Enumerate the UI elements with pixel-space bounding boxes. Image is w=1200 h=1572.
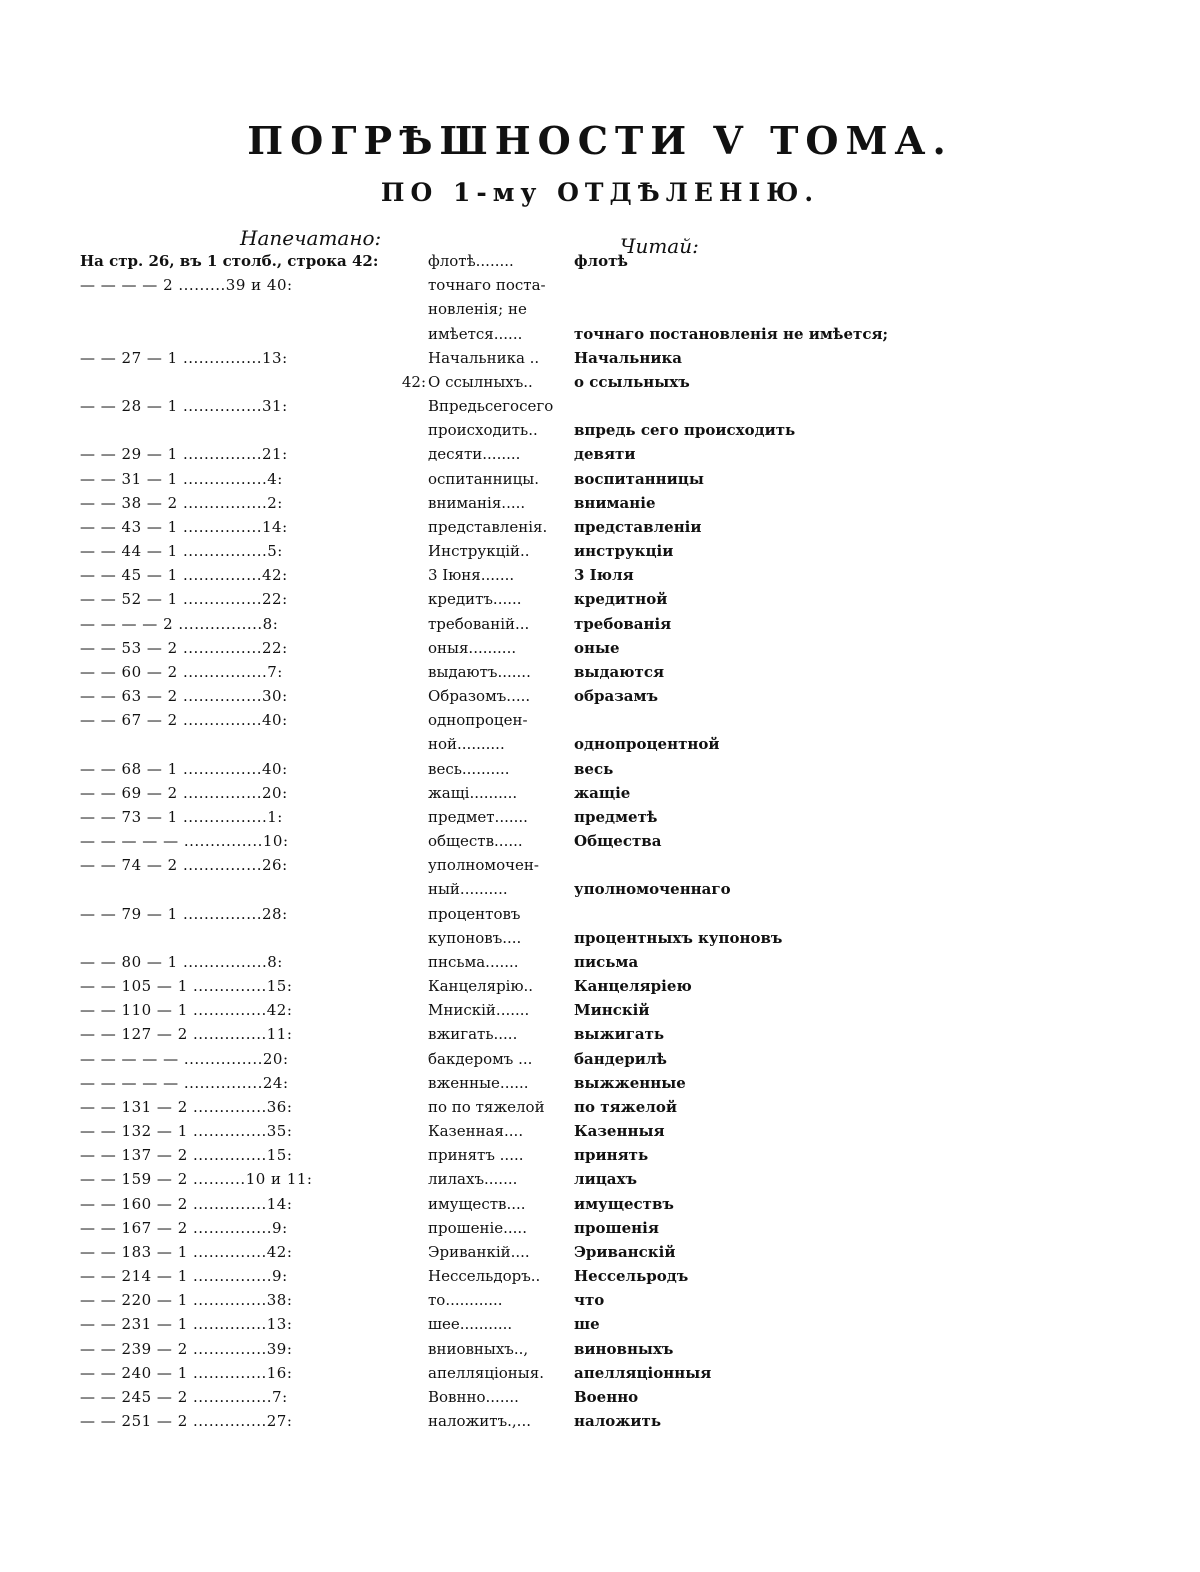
- corrected-text: имуществъ: [574, 1195, 674, 1213]
- errata-row: [0, 516, 1200, 538]
- page-reference: — — 68 — 1 ...............40:: [80, 760, 288, 778]
- printed-text: бакдеромъ ...: [428, 1050, 533, 1068]
- errata-row: [0, 806, 1200, 828]
- corrected-text: впредь сего происходить: [574, 421, 796, 439]
- printed-text: происходить..: [428, 421, 538, 439]
- printed-text: прошеніе.....: [428, 1219, 527, 1237]
- printed-text: 3 Іюня.......: [428, 566, 515, 584]
- errata-row: [0, 709, 1200, 731]
- errata-row: [0, 1168, 1200, 1190]
- printed-text: лилахъ.......: [428, 1170, 518, 1188]
- errata-row: [0, 1120, 1200, 1142]
- printed-text: Образомъ.....: [428, 687, 531, 705]
- corrected-text: наложить: [574, 1412, 662, 1430]
- corrected-text: Военно: [574, 1388, 639, 1406]
- errata-row: [0, 371, 1200, 393]
- printed-text: купоновъ....: [428, 929, 522, 947]
- page-reference: — — 28 — 1 ...............31:: [80, 397, 288, 415]
- printed-text: шее...........: [428, 1315, 513, 1333]
- errata-row: [0, 395, 1200, 417]
- printed-text: десяти........: [428, 445, 521, 463]
- corrected-text: оные: [574, 639, 620, 657]
- page-reference: — — 110 — 1 ..............42:: [80, 1001, 293, 1019]
- printed-text: Эриванкій....: [428, 1243, 530, 1261]
- corrected-text: Общества: [574, 832, 662, 850]
- printed-text: однопроцен-: [428, 711, 528, 729]
- printed-text: оспитанницы.: [428, 470, 540, 488]
- corrected-text: апелляціонныя: [574, 1364, 712, 1382]
- printed-text: жащі..........: [428, 784, 518, 802]
- page-reference: На стр. 26, въ 1 столб., строка 42:: [80, 252, 379, 270]
- corrected-text: Минскій: [574, 1001, 650, 1019]
- printed-text: Казенная....: [428, 1122, 524, 1140]
- corrected-text: бандерилѣ: [574, 1050, 667, 1068]
- printed-text: оныя..........: [428, 639, 517, 657]
- page-reference: — — 67 — 2 ...............40:: [80, 711, 288, 729]
- corrected-text: Эриванскій: [574, 1243, 676, 1261]
- page-reference: — — 105 — 1 ..............15:: [80, 977, 293, 995]
- errata-row: [0, 613, 1200, 635]
- errata-row: [0, 419, 1200, 441]
- printed-text: Мнискій.......: [428, 1001, 530, 1019]
- errata-row: [0, 323, 1200, 345]
- page-reference: — — 79 — 1 ...............28:: [80, 905, 288, 923]
- printed-text: Начальника ..: [428, 349, 540, 367]
- printed-text: весь..........: [428, 760, 510, 778]
- corrected-text: выжигать: [574, 1025, 665, 1043]
- errata-row: [0, 1096, 1200, 1118]
- page-reference: 42:: [401, 373, 426, 391]
- page-reference: — — — — 2 .........39 и 40:: [80, 276, 293, 294]
- errata-row: [0, 1265, 1200, 1287]
- errata-row: [0, 1144, 1200, 1166]
- corrected-text: Начальника: [574, 349, 683, 367]
- errata-row: [0, 927, 1200, 949]
- corrected-text: по тяжелой: [574, 1098, 677, 1116]
- page-reference: — — 31 — 1 ................4:: [80, 470, 283, 488]
- errata-row: [0, 975, 1200, 997]
- page-reference: — — 131 — 2 ..............36:: [80, 1098, 293, 1116]
- corrected-text: уполномоченнаго: [574, 880, 731, 898]
- corrected-text: выдаются: [574, 663, 665, 681]
- page-reference: — — 53 — 2 ...............22:: [80, 639, 288, 657]
- corrected-text: кредитной: [574, 590, 668, 608]
- errata-row: [0, 1289, 1200, 1311]
- corrected-text: принять: [574, 1146, 649, 1164]
- corrected-text: о ссыльныхъ: [574, 373, 690, 391]
- printed-text: обществ......: [428, 832, 523, 850]
- errata-row: [0, 878, 1200, 900]
- corrected-text: 3 Іюля: [574, 566, 634, 584]
- corrected-text: требованія: [574, 615, 672, 633]
- printed-text: флотѣ........: [428, 252, 514, 270]
- page-reference: — — 80 — 1 ................8:: [80, 953, 283, 971]
- corrected-text: лицахъ: [574, 1170, 637, 1188]
- errata-row: [0, 298, 1200, 320]
- corrected-text: выжженные: [574, 1074, 686, 1092]
- printed-text: пнсьма.......: [428, 953, 519, 971]
- printed-text: принятъ .....: [428, 1146, 524, 1164]
- printed-text: требованій...: [428, 615, 530, 633]
- printed-text: вженные......: [428, 1074, 529, 1092]
- printed-text: вниманія.....: [428, 494, 526, 512]
- page-reference: — — 38 — 2 ................2:: [80, 494, 283, 512]
- errata-row: [0, 903, 1200, 925]
- errata-row: [0, 685, 1200, 707]
- errata-row: [0, 588, 1200, 610]
- page-reference: — — 160 — 2 ..............14:: [80, 1195, 293, 1213]
- corrected-text: что: [574, 1291, 605, 1309]
- errata-row: [0, 1048, 1200, 1070]
- printed-text: точнаго поста-: [428, 276, 546, 294]
- printed-text: Канцелярію..: [428, 977, 534, 995]
- corrected-text: письма: [574, 953, 639, 971]
- printed-text: выдаютъ.......: [428, 663, 531, 681]
- page-reference: — — 183 — 1 ..............42:: [80, 1243, 293, 1261]
- errata-row: [0, 274, 1200, 296]
- errata-row: [0, 1072, 1200, 1094]
- errata-row: [0, 1313, 1200, 1335]
- page-reference: — — 127 — 2 ..............11:: [80, 1025, 293, 1043]
- corrected-text: прошенія: [574, 1219, 659, 1237]
- printed-text: ный..........: [428, 880, 508, 898]
- printed-text: Нессельдоръ..: [428, 1267, 541, 1285]
- page-reference: — — 44 — 1 ................5:: [80, 542, 283, 560]
- errata-row: [0, 782, 1200, 804]
- errata-row: [0, 830, 1200, 852]
- errata-row: [0, 1217, 1200, 1239]
- page-reference: — — 251 — 2 ..............27:: [80, 1412, 293, 1430]
- page-reference: — — 137 — 2 ..............15:: [80, 1146, 293, 1164]
- errata-row: [0, 1362, 1200, 1384]
- corrected-text: точнаго постановленія не имѣется;: [574, 325, 889, 343]
- read-column-header: Читай:: [620, 234, 699, 258]
- page-reference: — — — — — ...............20:: [80, 1050, 289, 1068]
- page-reference: — — 43 — 1 ...............14:: [80, 518, 288, 536]
- printed-text: имѣется......: [428, 325, 523, 343]
- errata-row: [0, 951, 1200, 973]
- printed-text: кредитъ......: [428, 590, 522, 608]
- errata-row: [0, 637, 1200, 659]
- printed-text: то............: [428, 1291, 503, 1309]
- errata-row: [0, 1410, 1200, 1432]
- errata-row: [0, 1386, 1200, 1408]
- corrected-text: Казенныя: [574, 1122, 665, 1140]
- printed-text: вниовныхъ..,: [428, 1340, 529, 1358]
- corrected-text: воспитанницы: [574, 470, 704, 488]
- corrected-text: жащіе: [574, 784, 631, 802]
- errata-row: [0, 733, 1200, 755]
- page-reference: — — 63 — 2 ...............30:: [80, 687, 288, 705]
- page-title: ПОГРѢШНОСТИ V ТОМА.: [247, 118, 953, 163]
- printed-text: ной..........: [428, 735, 505, 753]
- errata-row: [0, 443, 1200, 465]
- errata-row: [0, 999, 1200, 1021]
- printed-text: Вовнно.......: [428, 1388, 519, 1406]
- page-reference: — — 52 — 1 ...............22:: [80, 590, 288, 608]
- printed-text: апелляціоныя.: [428, 1364, 544, 1382]
- page-reference: — — 29 — 1 ...............21:: [80, 445, 288, 463]
- errata-row: [0, 1023, 1200, 1045]
- corrected-text: Нессельродъ: [574, 1267, 689, 1285]
- corrected-text: виновныхъ: [574, 1340, 674, 1358]
- page-reference: — — 73 — 1 ................1:: [80, 808, 283, 826]
- page-reference: — — 45 — 1 ...............42:: [80, 566, 288, 584]
- errata-row: [0, 540, 1200, 562]
- errata-row: [0, 661, 1200, 683]
- corrected-text: процентныхъ купоновъ: [574, 929, 783, 947]
- corrected-text: представленіи: [574, 518, 702, 536]
- corrected-text: Канцеляріею: [574, 977, 692, 995]
- printed-text: предмет.......: [428, 808, 528, 826]
- errata-row: [0, 564, 1200, 586]
- corrected-text: предметѣ: [574, 808, 658, 826]
- printed-text: имуществ....: [428, 1195, 526, 1213]
- corrected-text: ше: [574, 1315, 600, 1333]
- corrected-text: весь: [574, 760, 614, 778]
- page-reference: — — 27 — 1 ...............13:: [80, 349, 288, 367]
- page-reference: — — 231 — 1 ..............13:: [80, 1315, 293, 1333]
- page-reference: — — 240 — 1 ..............16:: [80, 1364, 293, 1382]
- corrected-text: образамъ: [574, 687, 659, 705]
- printed-text: уполномочен-: [428, 856, 539, 874]
- printed-text: наложитъ.,...: [428, 1412, 531, 1430]
- printed-text: Впредьсегосего: [428, 397, 554, 415]
- printed-text: по по тяжелой: [428, 1098, 545, 1116]
- errata-row: [0, 758, 1200, 780]
- errata-row: [0, 1338, 1200, 1360]
- page-reference: — — — — 2 ................8:: [80, 615, 279, 633]
- errata-row: [0, 854, 1200, 876]
- page-reference: — — 69 — 2 ...............20:: [80, 784, 288, 802]
- page-reference: — — 74 — 2 ...............26:: [80, 856, 288, 874]
- section-title: ПО 1-му ОТДѢЛЕНІЮ.: [380, 178, 820, 207]
- page-reference: — — 132 — 1 ..............35:: [80, 1122, 293, 1140]
- page-reference: — — — — — ...............10:: [80, 832, 289, 850]
- corrected-text: однопроцентной: [574, 735, 720, 753]
- page-reference: — — 239 — 2 ..............39:: [80, 1340, 293, 1358]
- page-reference: — — 214 — 1 ...............9:: [80, 1267, 288, 1285]
- page-reference: — — — — — ...............24:: [80, 1074, 289, 1092]
- page-reference: — — 60 — 2 ................7:: [80, 663, 283, 681]
- printed-text: представленія.: [428, 518, 548, 536]
- corrected-text: инструкціи: [574, 542, 674, 560]
- corrected-text: девяти: [574, 445, 636, 463]
- printed-column-header: Напечатано:: [240, 226, 382, 250]
- page-reference: — — 220 — 1 ..............38:: [80, 1291, 293, 1309]
- errata-row: [0, 1193, 1200, 1215]
- corrected-text: флотѣ: [574, 252, 628, 270]
- corrected-text: вниманіе: [574, 494, 656, 512]
- errata-row: [0, 250, 1200, 272]
- errata-row: [0, 492, 1200, 514]
- errata-row: [0, 1241, 1200, 1263]
- printed-text: О ссылныхъ..: [428, 373, 533, 391]
- printed-text: Инструкцій..: [428, 542, 530, 560]
- page-reference: — — 167 — 2 ...............9:: [80, 1219, 288, 1237]
- errata-row: [0, 468, 1200, 490]
- page-reference: — — 159 — 2 ..........10 и 11:: [80, 1170, 313, 1188]
- printed-text: вжигать.....: [428, 1025, 518, 1043]
- errata-row: [0, 347, 1200, 369]
- printed-text: новленія; не: [428, 300, 527, 318]
- printed-text: процентовъ: [428, 905, 521, 923]
- page-reference: — — 245 — 2 ...............7:: [80, 1388, 288, 1406]
